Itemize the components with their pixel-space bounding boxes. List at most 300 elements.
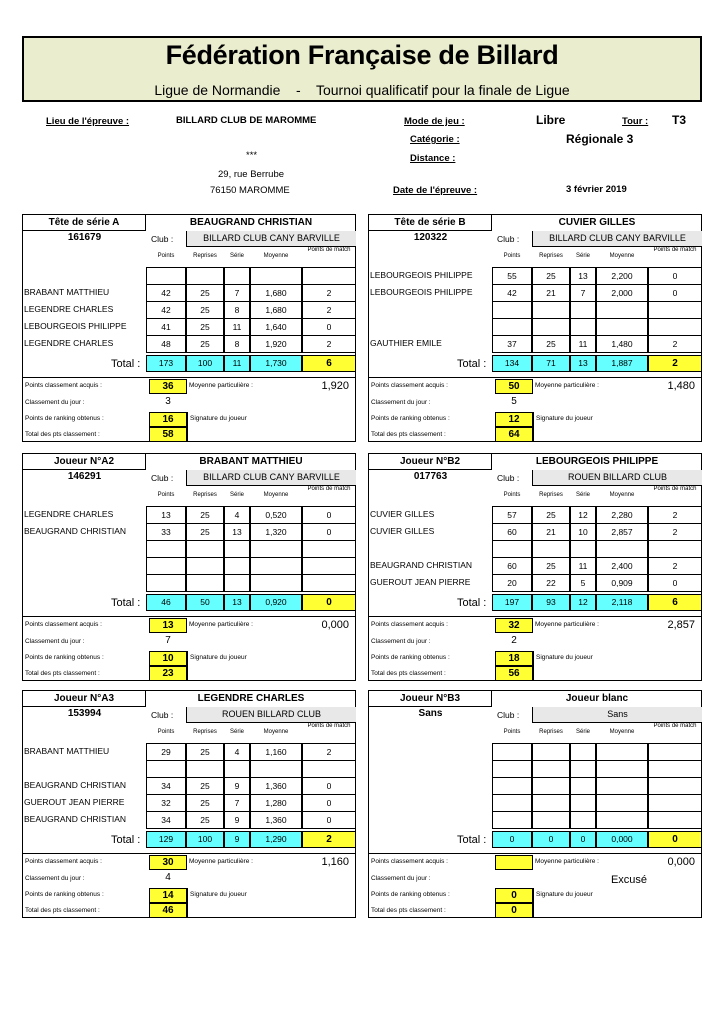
- cell-moyenne: [596, 811, 648, 829]
- tpc-label: Total des pts classement :: [25, 907, 100, 914]
- col-header-moyenne: Moyenne: [263, 253, 289, 259]
- cell-reprises: [532, 794, 570, 812]
- cell-reprises: 25: [186, 284, 224, 302]
- address-street: 29, rue Berrube: [218, 169, 285, 180]
- cell-pts_match: [302, 267, 356, 285]
- pro-value: 14: [149, 888, 187, 903]
- cell-reprises: [532, 777, 570, 795]
- player-panel: [22, 214, 356, 442]
- cell-reprises: [186, 574, 224, 592]
- table-row: [23, 777, 356, 794]
- cell-serie: 9: [224, 811, 250, 829]
- col-header-moyenne: Moyenne: [609, 492, 635, 498]
- categorie-label: Catégorie :: [410, 134, 460, 145]
- signature-label: Signature du joueur: [536, 415, 593, 422]
- cell-reprises: 22: [532, 574, 570, 592]
- date-value: 3 février 2019: [566, 184, 627, 195]
- cell-pts_match: 2: [302, 301, 356, 319]
- cell-reprises: 25: [186, 506, 224, 524]
- cell-points: [146, 267, 186, 285]
- cell-points: [492, 760, 532, 778]
- moy-part-value: 0,000: [321, 619, 349, 631]
- table-row: [23, 743, 356, 760]
- cell-serie: 5: [570, 574, 596, 592]
- table-row: [23, 557, 356, 574]
- cell-pts_match: 2: [648, 335, 702, 353]
- opponent-name: LEGENDRE CHARLES: [24, 338, 114, 348]
- cell-moyenne: 1,480: [596, 335, 648, 353]
- cell-pts_match: 2: [302, 335, 356, 353]
- signature-border: [533, 412, 534, 442]
- cell-moyenne: [596, 794, 648, 812]
- col-header-serie: Série: [575, 729, 590, 735]
- tpc-value: 58: [149, 427, 187, 442]
- total-reprises: 50: [186, 594, 224, 611]
- pro-value: 12: [495, 412, 533, 427]
- panel-note: Excusé: [610, 874, 648, 886]
- tournament-name: Tournoi qualificatif pour la finale de Ligue: [315, 82, 570, 98]
- distance-label: Distance :: [410, 153, 456, 164]
- pca-label: Points classement acquis :: [25, 621, 102, 628]
- page-header: [22, 36, 702, 102]
- cell-serie: [224, 557, 250, 575]
- cell-moyenne: [596, 777, 648, 795]
- cell-points: 20: [492, 574, 532, 592]
- lieu-label: Lieu de l'épreuve :: [46, 116, 130, 127]
- pca-label: Points classement acquis :: [371, 858, 448, 865]
- table-row: [369, 811, 702, 828]
- cell-moyenne: [250, 574, 302, 592]
- total-serie: 13: [224, 594, 250, 611]
- player-name: BRABANT MATTHIEU: [199, 456, 303, 467]
- total-label: Total :: [111, 358, 141, 370]
- total-label: Total :: [111, 834, 141, 846]
- pro-label: Points de ranking obtenus :: [25, 654, 104, 661]
- table-row: [369, 335, 702, 352]
- col-header-pts_match: Points de match: [653, 723, 697, 729]
- cell-reprises: 21: [532, 284, 570, 302]
- cell-moyenne: 1,920: [250, 335, 302, 353]
- col-header-reprises: Reprises: [193, 492, 217, 498]
- cell-serie: [570, 760, 596, 778]
- cell-serie: 8: [224, 335, 250, 353]
- cell-serie: [570, 811, 596, 829]
- col-header-pts_match: Points de match: [653, 486, 697, 492]
- cell-serie: [570, 540, 596, 558]
- cell-reprises: 21: [532, 523, 570, 541]
- cell-serie: 12: [570, 506, 596, 524]
- tpc-value: 56: [495, 666, 533, 681]
- cell-pts_match: [648, 301, 702, 319]
- total-serie: 12: [570, 594, 596, 611]
- pca-label: Points classement acquis :: [371, 621, 448, 628]
- total-reprises: 100: [186, 355, 224, 372]
- table-row: [23, 540, 356, 557]
- cell-reprises: [532, 301, 570, 319]
- signature-border: [533, 651, 534, 681]
- cell-serie: [570, 743, 596, 761]
- total-label: Total :: [457, 597, 487, 609]
- cell-serie: [570, 777, 596, 795]
- pca-value: 13: [149, 618, 187, 633]
- col-header-reprises: Reprises: [193, 729, 217, 735]
- cell-pts_match: 0: [648, 284, 702, 302]
- col-header-serie: Série: [575, 253, 590, 259]
- cell-reprises: 25: [186, 301, 224, 319]
- col-header-pts_match: Points de match: [307, 723, 351, 729]
- opponent-name: BRABANT MATTHIEU: [24, 746, 110, 756]
- table-row: [23, 335, 356, 352]
- cell-moyenne: [596, 540, 648, 558]
- cell-reprises: 25: [186, 811, 224, 829]
- cell-serie: [570, 318, 596, 336]
- cell-pts_match: 0: [302, 318, 356, 336]
- total-points: 129: [146, 831, 186, 848]
- cell-moyenne: 1,680: [250, 301, 302, 319]
- cell-moyenne: [596, 301, 648, 319]
- col-header-pts_match: Points de match: [653, 247, 697, 253]
- moy-part-label: Moyenne particulière :: [535, 621, 599, 628]
- cell-pts_match: [302, 760, 356, 778]
- date-label: Date de l'épreuve :: [393, 185, 478, 196]
- tpc-label: Total des pts classement :: [371, 907, 446, 914]
- cell-moyenne: 2,857: [596, 523, 648, 541]
- cell-reprises: 25: [532, 335, 570, 353]
- cell-moyenne: [596, 760, 648, 778]
- player-panel: [368, 690, 702, 918]
- tour-value: T3: [672, 113, 687, 127]
- pro-value: 18: [495, 651, 533, 666]
- cell-pts_match: 2: [648, 557, 702, 575]
- separator-line: [23, 377, 356, 378]
- pro-label: Points de ranking obtenus :: [25, 415, 104, 422]
- tpc-label: Total des pts classement :: [371, 670, 446, 677]
- player-panel: [368, 453, 702, 681]
- cdj-label: Classement du jour :: [25, 638, 85, 645]
- cell-reprises: [186, 267, 224, 285]
- total-moyenne: 2,118: [596, 594, 648, 611]
- total-points: 0: [492, 831, 532, 848]
- col-header-pts_match: Points de match: [307, 486, 351, 492]
- table-row: [369, 760, 702, 777]
- total-serie: 0: [570, 831, 596, 848]
- cell-moyenne: 1,640: [250, 318, 302, 336]
- table-row: [23, 574, 356, 591]
- club-name: BILLARD CLUB CANY BARVILLE: [186, 470, 356, 486]
- cell-pts_match: [648, 743, 702, 761]
- table-row: [369, 523, 702, 540]
- club-label: Club :: [497, 710, 520, 720]
- pro-label: Points de ranking obtenus :: [25, 891, 104, 898]
- pro-label: Points de ranking obtenus :: [371, 415, 450, 422]
- cell-pts_match: [648, 760, 702, 778]
- signature-border: [187, 412, 188, 442]
- player-license: 017763: [413, 471, 448, 482]
- total-reprises: 0: [532, 831, 570, 848]
- panel-title: Joueur N°A3: [23, 691, 146, 707]
- cell-reprises: [532, 743, 570, 761]
- cell-moyenne: 0,520: [250, 506, 302, 524]
- subtitle-separator: -: [295, 82, 301, 98]
- cdj-value: 3: [165, 396, 171, 407]
- cdj-value: 7: [165, 635, 171, 646]
- cdj-value: 5: [511, 396, 517, 407]
- signature-label: Signature du joueur: [190, 654, 247, 661]
- club-label: Club :: [151, 234, 174, 244]
- player-name: Joueur blanc: [565, 693, 629, 704]
- cell-moyenne: 1,360: [250, 777, 302, 795]
- opponent-name: CUVIER GILLES: [370, 509, 435, 519]
- opponent-name: LEBOURGEOIS PHILIPPE: [24, 321, 127, 331]
- cell-reprises: [186, 540, 224, 558]
- total-moyenne: 1,290: [250, 831, 302, 848]
- signature-border: [187, 888, 188, 918]
- tpc-value: 23: [149, 666, 187, 681]
- cell-serie: [224, 574, 250, 592]
- table-row: [369, 267, 702, 284]
- opponent-name: BEAUGRAND CHRISTIAN: [24, 780, 127, 790]
- signature-label: Signature du joueur: [190, 415, 247, 422]
- table-row: [23, 811, 356, 828]
- signature-border: [533, 888, 534, 918]
- pca-value: [495, 855, 533, 870]
- player-license: Sans: [418, 708, 443, 719]
- col-header-reprises: Reprises: [193, 253, 217, 259]
- cell-pts_match: [648, 540, 702, 558]
- total-points: 46: [146, 594, 186, 611]
- club-name: BILLARD CLUB CANY BARVILLE: [532, 231, 702, 247]
- cell-points: [492, 301, 532, 319]
- total-pts_match: 2: [648, 355, 702, 372]
- cell-pts_match: [302, 574, 356, 592]
- moy-part-value: 0,000: [667, 856, 695, 868]
- cell-reprises: [532, 540, 570, 558]
- panel-title: Joueur N°B2: [369, 454, 492, 470]
- club-label: Club :: [497, 234, 520, 244]
- table-row: [23, 301, 356, 318]
- cell-moyenne: [596, 318, 648, 336]
- table-row: [369, 540, 702, 557]
- col-header-moyenne: Moyenne: [263, 492, 289, 498]
- table-row: [23, 506, 356, 523]
- cell-moyenne: [250, 760, 302, 778]
- cell-points: 42: [146, 284, 186, 302]
- address-city: 76150 MAROMME: [210, 185, 290, 196]
- club-name: BILLARD CLUB CANY BARVILLE: [186, 231, 356, 247]
- moy-part-label: Moyenne particulière :: [189, 621, 253, 628]
- player-license: 120322: [413, 232, 448, 243]
- cell-serie: [224, 540, 250, 558]
- player-license: 153994: [67, 708, 102, 719]
- opponent-name: BEAUGRAND CHRISTIAN: [24, 814, 127, 824]
- cell-pts_match: 0: [302, 777, 356, 795]
- cell-serie: 13: [224, 523, 250, 541]
- cell-reprises: 25: [186, 523, 224, 541]
- opponent-name: GUEROUT JEAN PIERRE: [370, 577, 471, 587]
- total-reprises: 71: [532, 355, 570, 372]
- cell-reprises: [186, 760, 224, 778]
- pca-label: Points classement acquis :: [25, 382, 102, 389]
- cell-points: [492, 777, 532, 795]
- panel-title: Tête de série A: [23, 215, 146, 231]
- cell-pts_match: [648, 777, 702, 795]
- cell-pts_match: 0: [302, 523, 356, 541]
- player-name: CUVIER GILLES: [558, 217, 636, 228]
- cell-points: [492, 540, 532, 558]
- cell-pts_match: [648, 811, 702, 829]
- cell-pts_match: 0: [302, 811, 356, 829]
- table-row: [369, 506, 702, 523]
- moy-part-label: Moyenne particulière :: [535, 858, 599, 865]
- table-row: [23, 267, 356, 284]
- player-panel: [368, 214, 702, 442]
- cell-points: [146, 557, 186, 575]
- total-pts_match: 6: [302, 355, 356, 372]
- total-points: 173: [146, 355, 186, 372]
- federation-title: Fédération Française de Billard: [165, 40, 559, 70]
- pca-label: Points classement acquis :: [25, 858, 102, 865]
- tpc-label: Total des pts classement :: [371, 431, 446, 438]
- col-header-reprises: Reprises: [539, 492, 563, 498]
- cell-serie: 7: [224, 794, 250, 812]
- cell-serie: 4: [224, 506, 250, 524]
- total-label: Total :: [457, 834, 487, 846]
- col-header-points: Points: [157, 253, 175, 259]
- club-name: Sans: [532, 707, 702, 723]
- col-header-serie: Série: [229, 492, 244, 498]
- col-header-moyenne: Moyenne: [609, 253, 635, 259]
- cdj-label: Classement du jour :: [25, 875, 85, 882]
- panel-title: Tête de série B: [369, 215, 492, 231]
- panel-title: Joueur N°B3: [369, 691, 492, 707]
- total-label: Total :: [111, 597, 141, 609]
- cell-points: 34: [146, 777, 186, 795]
- cell-points: 33: [146, 523, 186, 541]
- pro-value: 10: [149, 651, 187, 666]
- opponent-name: LEBOURGEOIS PHILIPPE: [370, 270, 473, 280]
- separator-line: [369, 853, 702, 854]
- cell-points: [146, 540, 186, 558]
- moy-part-value: 2,857: [667, 619, 695, 631]
- cell-pts_match: 0: [648, 267, 702, 285]
- separator-line: [369, 377, 702, 378]
- cell-serie: 7: [570, 284, 596, 302]
- opponent-name: GUEROUT JEAN PIERRE: [24, 797, 125, 807]
- tpc-label: Total des pts classement :: [25, 431, 100, 438]
- player-name: BEAUGRAND CHRISTIAN: [189, 217, 313, 228]
- total-serie: 9: [224, 831, 250, 848]
- signature-label: Signature du joueur: [190, 891, 247, 898]
- cell-moyenne: [596, 743, 648, 761]
- cell-serie: 8: [224, 301, 250, 319]
- cell-serie: 11: [570, 335, 596, 353]
- cell-pts_match: 0: [648, 574, 702, 592]
- cell-points: 29: [146, 743, 186, 761]
- signature-border: [187, 651, 188, 681]
- table-row: [369, 794, 702, 811]
- moy-part-value: 1,160: [321, 856, 349, 868]
- club-name: ROUEN BILLARD CLUB: [532, 470, 702, 486]
- cdj-value: 4: [165, 872, 171, 883]
- opponent-name: BEAUGRAND CHRISTIAN: [24, 526, 127, 536]
- cell-serie: [570, 301, 596, 319]
- total-moyenne: 1,887: [596, 355, 648, 372]
- cell-serie: [224, 267, 250, 285]
- cell-reprises: 25: [186, 777, 224, 795]
- opponent-name: BRABANT MATTHIEU: [24, 287, 110, 297]
- total-serie: 11: [224, 355, 250, 372]
- cell-moyenne: 2,400: [596, 557, 648, 575]
- cell-serie: [224, 760, 250, 778]
- cdj-value: 2: [511, 635, 517, 646]
- cell-serie: 11: [570, 557, 596, 575]
- table-row: [369, 318, 702, 335]
- cell-moyenne: [250, 540, 302, 558]
- categorie-value: Régionale 3: [566, 132, 634, 146]
- cell-points: 60: [492, 523, 532, 541]
- cell-pts_match: [302, 540, 356, 558]
- cell-moyenne: 1,360: [250, 811, 302, 829]
- cdj-label: Classement du jour :: [371, 875, 431, 882]
- player-panel: [22, 453, 356, 681]
- tpc-value: 64: [495, 427, 533, 442]
- cdj-label: Classement du jour :: [371, 399, 431, 406]
- player-name: LEBOURGEOIS PHILIPPE: [535, 456, 659, 467]
- opponent-name: GAUTHIER EMILE: [370, 338, 442, 348]
- cell-points: 41: [146, 318, 186, 336]
- cell-pts_match: 2: [302, 743, 356, 761]
- col-header-points: Points: [503, 729, 521, 735]
- cell-serie: 10: [570, 523, 596, 541]
- total-moyenne: 0,920: [250, 594, 302, 611]
- cell-points: 32: [146, 794, 186, 812]
- pca-value: 50: [495, 379, 533, 394]
- cell-pts_match: 2: [648, 523, 702, 541]
- cell-pts_match: 0: [302, 506, 356, 524]
- club-label: Club :: [497, 473, 520, 483]
- total-pts_match: 0: [648, 831, 702, 848]
- cell-moyenne: 1,320: [250, 523, 302, 541]
- cell-moyenne: [250, 267, 302, 285]
- club-label: Club :: [151, 473, 174, 483]
- cell-reprises: 25: [532, 267, 570, 285]
- cell-moyenne: [250, 557, 302, 575]
- table-row: [23, 284, 356, 301]
- pca-label: Points classement acquis :: [371, 382, 448, 389]
- table-row: [23, 760, 356, 777]
- cdj-label: Classement du jour :: [371, 638, 431, 645]
- col-header-reprises: Reprises: [539, 729, 563, 735]
- cell-pts_match: [648, 794, 702, 812]
- opponent-name: LEGENDRE CHARLES: [24, 509, 114, 519]
- col-header-points: Points: [157, 492, 175, 498]
- table-row: [23, 523, 356, 540]
- total-pts_match: 0: [302, 594, 356, 611]
- separator-line: [23, 853, 356, 854]
- cell-points: [492, 743, 532, 761]
- table-row: [369, 301, 702, 318]
- tour-label: Tour :: [622, 116, 649, 127]
- total-label: Total :: [457, 358, 487, 370]
- col-header-serie: Série: [229, 729, 244, 735]
- player-license: 161679: [67, 232, 102, 243]
- col-header-points: Points: [157, 729, 175, 735]
- table-row: [23, 318, 356, 335]
- separator-line: [369, 616, 702, 617]
- pca-value: 36: [149, 379, 187, 394]
- cell-points: [146, 760, 186, 778]
- cell-reprises: [532, 811, 570, 829]
